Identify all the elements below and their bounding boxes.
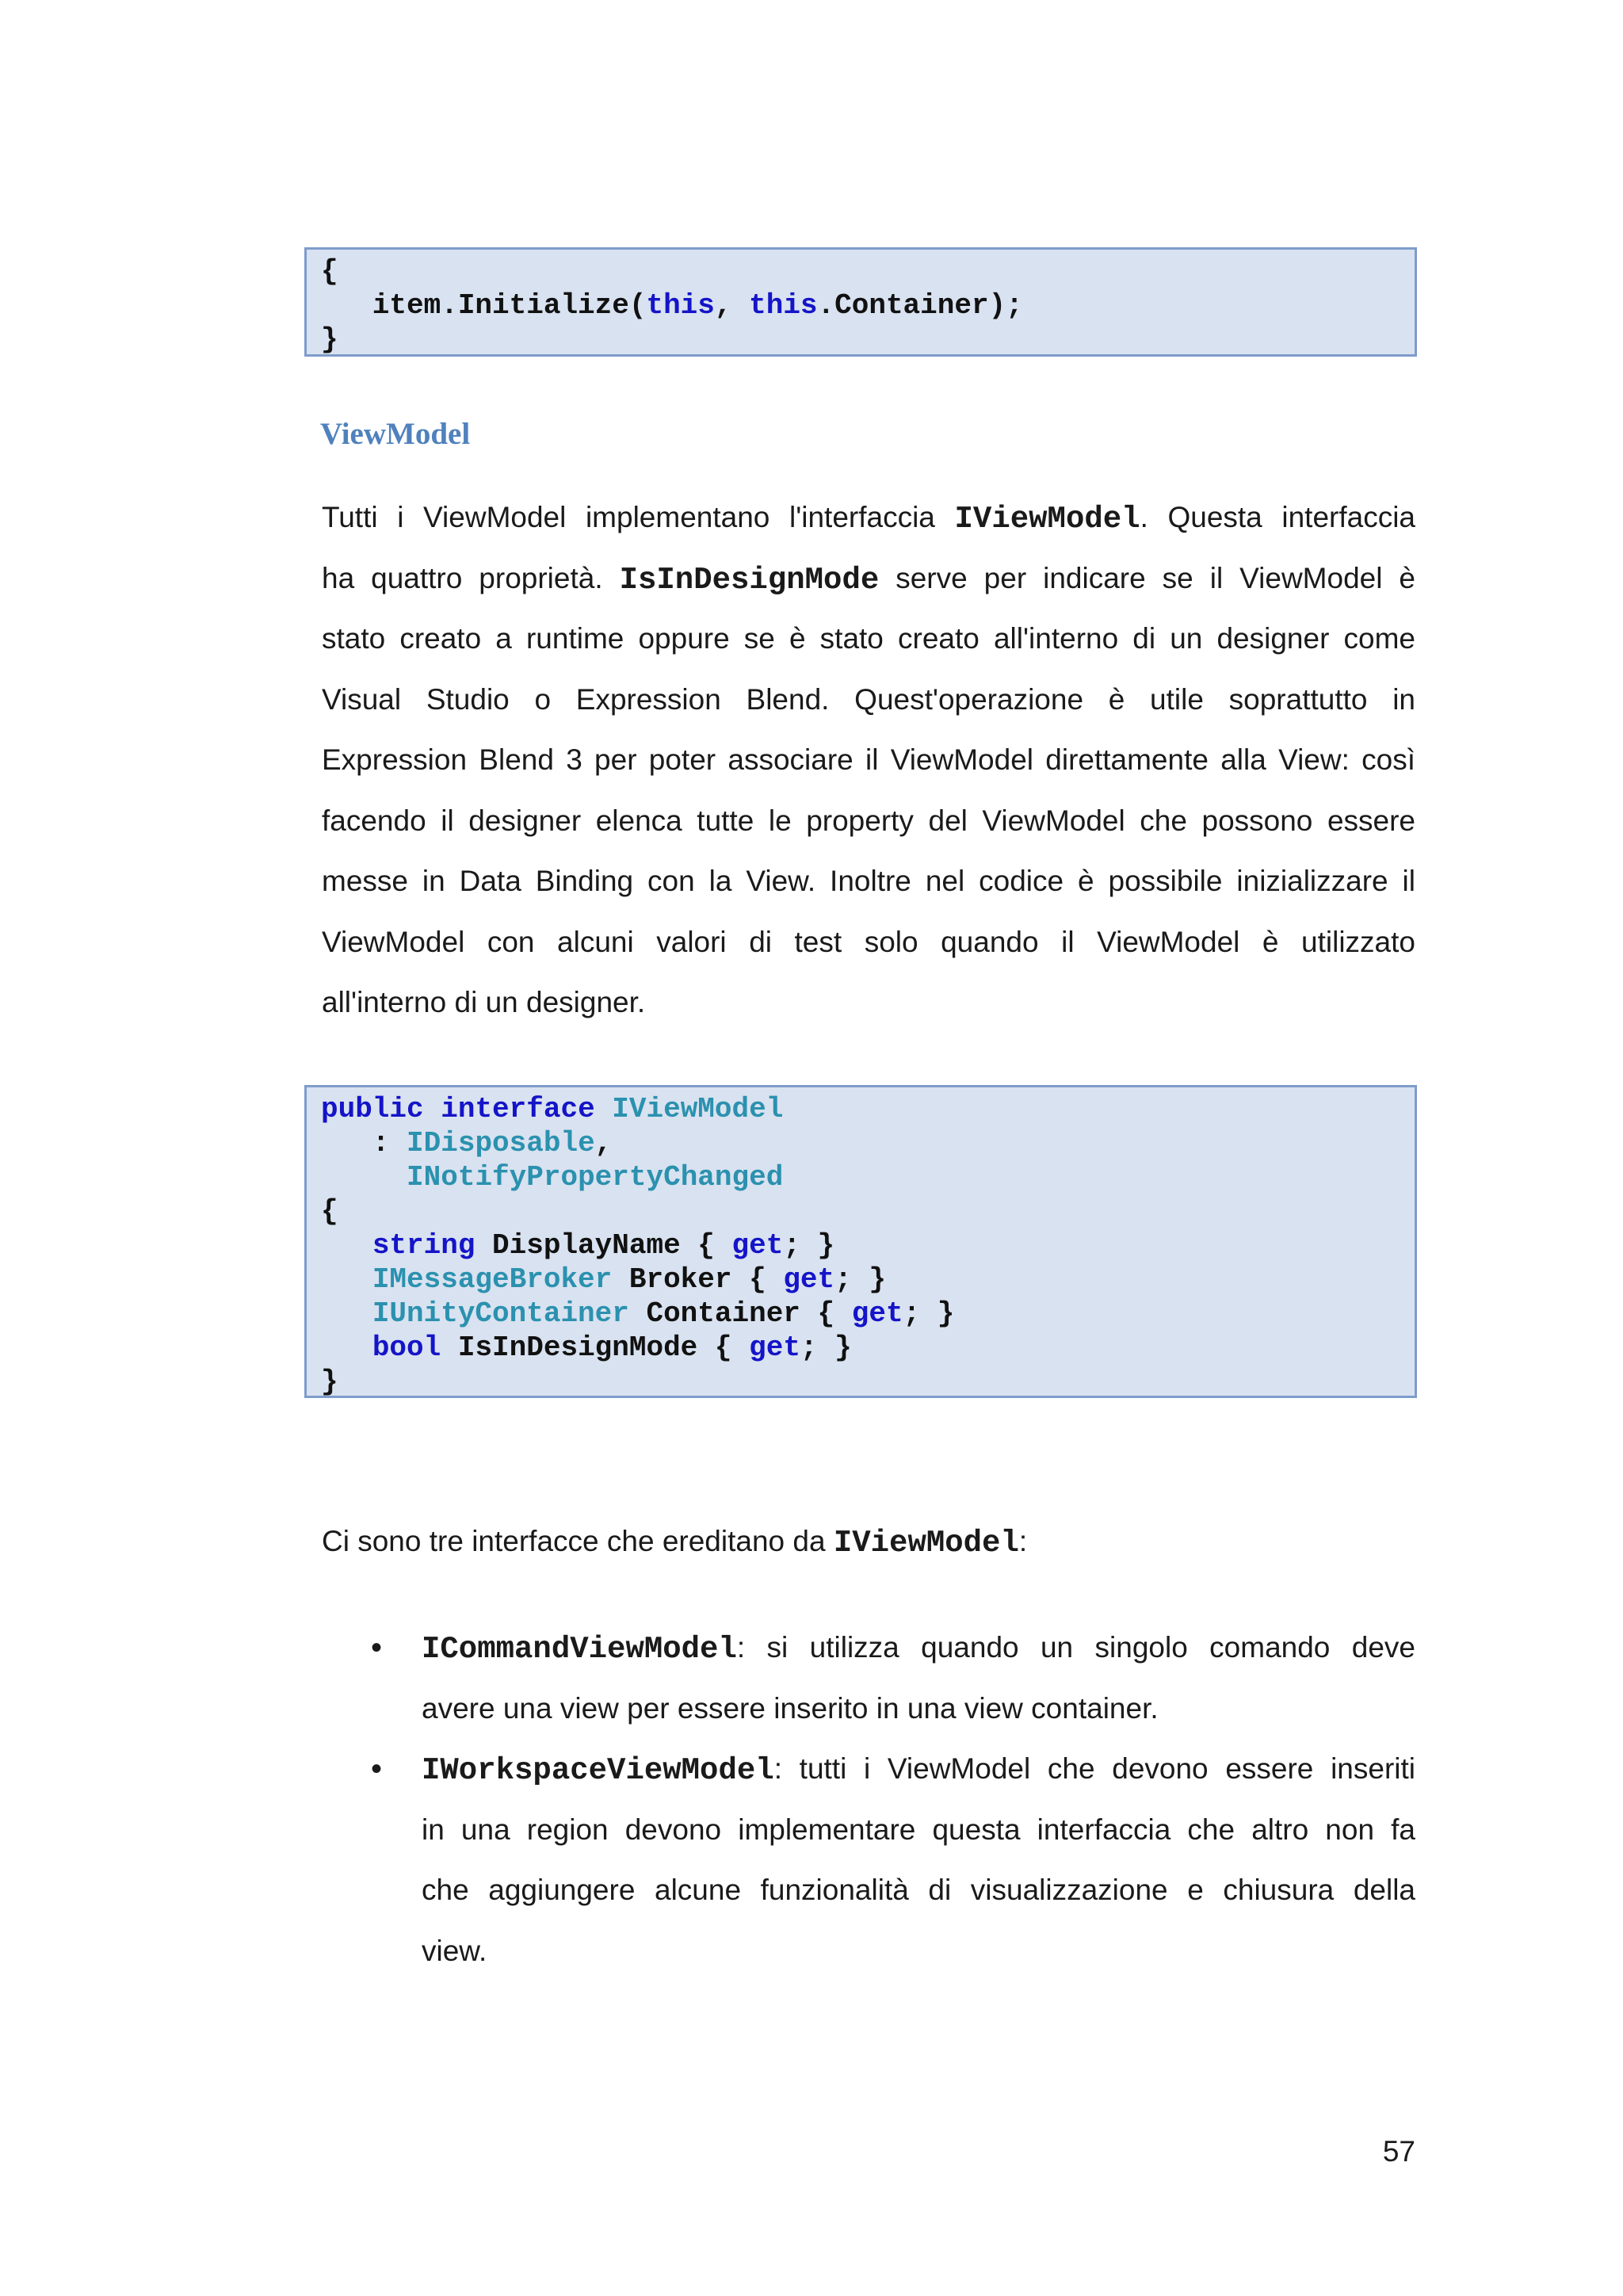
text-line — [322, 1522, 1415, 1583]
text-run: : tutti i ViewModel che devono essere inseriti — [773, 1752, 1415, 1785]
bullet-marker: • — [371, 1630, 383, 1665]
code-text — [321, 1161, 407, 1194]
text-run: view. — [422, 1934, 487, 1967]
code-text: item.Initialize( — [321, 289, 647, 322]
code-text: , — [594, 1127, 613, 1159]
code-text: ; } — [834, 1263, 886, 1296]
inline-code: ICommandViewModel — [422, 1632, 737, 1667]
code-line — [321, 1365, 1415, 1399]
code-text — [595, 1093, 613, 1125]
text-run: : — [1018, 1525, 1028, 1557]
text-line — [322, 498, 1415, 559]
code-keyword: bool — [372, 1331, 441, 1364]
bullet-item-icommandviewmodel — [422, 1628, 1415, 1749]
code-text: Broker { — [612, 1263, 784, 1296]
paragraph-derived-interfaces-intro — [322, 1522, 1415, 1583]
text-run: . Questa interfaccia — [1140, 501, 1415, 533]
code-text — [321, 1297, 372, 1330]
text-run: in una region devono implementare questa interfaccia che altro non fa — [422, 1813, 1415, 1846]
text-run: messe in Data Binding con la View. Inoltre nel codice è possibile inizializzare il — [322, 865, 1415, 897]
code-line — [321, 1297, 1415, 1331]
code-text — [424, 1093, 441, 1125]
paragraph-viewmodel-description — [322, 498, 1415, 1044]
text-run: Visual Studio o Expression Blend. Quest'operazione è utile soprattutto in — [322, 682, 1415, 716]
code-text: { — [321, 1195, 338, 1228]
text-line — [422, 1870, 1415, 1931]
code-type-name: IUnityContainer — [372, 1297, 629, 1330]
text-line — [322, 861, 1415, 923]
text-line — [322, 619, 1415, 680]
code-text: ; } — [800, 1331, 852, 1364]
code-text: ; } — [903, 1297, 955, 1330]
code-keyword: string — [372, 1229, 475, 1262]
code-block-initialize — [304, 247, 1417, 357]
bullet-marker: • — [371, 1752, 383, 1786]
text-line — [422, 1749, 1415, 1810]
text-run: facendo il designer elenca tutte le property del ViewModel che possono essere — [322, 804, 1415, 837]
section-heading-viewmodel: ViewModel — [320, 417, 471, 451]
bullet-item-iworkspaceviewmodel — [422, 1749, 1415, 1992]
code-text: ; } — [783, 1229, 835, 1262]
inline-code: IWorkspaceViewModel — [422, 1753, 774, 1788]
code-text — [321, 1263, 372, 1296]
text-run: : si utilizza quando un singolo comando deve — [736, 1631, 1415, 1664]
text-line — [322, 983, 1415, 1044]
text-run: Ci sono tre interfacce che ereditano da — [322, 1525, 834, 1557]
text-line — [322, 680, 1415, 741]
text-line — [422, 1931, 1415, 1992]
code-keyword: public — [321, 1093, 424, 1125]
page-number: 57 — [1382, 2135, 1415, 2168]
inline-code: IViewModel — [954, 502, 1140, 537]
text-line — [322, 923, 1415, 984]
code-line — [321, 1331, 1415, 1365]
text-line — [422, 1689, 1415, 1750]
text-run: Expression Blend 3 per poter associare il ViewModel direttamente alla View: così — [322, 743, 1415, 776]
code-text: DisplayName { — [475, 1229, 732, 1262]
inline-code: IsInDesignMode — [619, 562, 880, 598]
code-keyword: get — [783, 1263, 835, 1296]
code-line — [321, 323, 1415, 357]
text-run: che aggiungere alcune funzionalità di visualizzazione e chiusura della — [422, 1874, 1415, 1906]
text-run: ha quattro proprietà. — [322, 561, 620, 594]
code-line — [321, 1092, 1415, 1126]
code-text: IsInDesignMode { — [441, 1331, 750, 1364]
code-type-name: IViewModel — [612, 1093, 784, 1125]
code-keyword: get — [851, 1297, 903, 1330]
code-text — [321, 1331, 372, 1364]
text-run: Tutti i ViewModel implementano l'interfaccia — [322, 501, 955, 533]
code-type-name: INotifyPropertyChanged — [407, 1161, 784, 1194]
code-text: : — [321, 1127, 407, 1159]
code-keyword: interface — [441, 1093, 595, 1125]
code-type-name: IMessageBroker — [372, 1263, 613, 1296]
code-text: } — [321, 323, 338, 356]
code-line — [321, 1228, 1415, 1263]
code-type-name: IDisposable — [407, 1127, 595, 1159]
code-keyword: get — [749, 1331, 800, 1364]
text-line — [322, 801, 1415, 862]
code-keyword: this — [646, 289, 715, 322]
inline-code: IViewModel — [833, 1526, 1019, 1561]
code-text: { — [321, 255, 338, 288]
code-line — [321, 1126, 1415, 1160]
code-text: , — [714, 289, 750, 322]
code-line — [321, 254, 1415, 288]
text-run: avere una view per essere inserito in una view container. — [422, 1691, 1159, 1725]
code-text — [321, 1229, 372, 1262]
code-line — [321, 1194, 1415, 1228]
text-line — [322, 559, 1415, 620]
code-text: .Container); — [817, 289, 1023, 322]
text-line — [422, 1628, 1415, 1689]
code-line — [321, 1160, 1415, 1194]
text-run: serve per indicare se il ViewModel è — [879, 561, 1415, 594]
code-text: Container { — [628, 1297, 852, 1330]
code-text: } — [321, 1366, 338, 1398]
text-run: stato creato a runtime oppure se è stato creato all'interno di un designer come — [322, 622, 1415, 655]
code-line — [321, 1263, 1415, 1297]
text-run: all'interno di un designer. — [322, 986, 646, 1018]
text-run: ViewModel con alcuni valori di test solo quando il ViewModel è utilizzato — [322, 925, 1415, 958]
text-line — [322, 740, 1415, 801]
text-line — [422, 1810, 1415, 1871]
code-line — [321, 288, 1415, 323]
code-keyword: get — [731, 1229, 784, 1262]
code-keyword: this — [749, 289, 818, 322]
code-block-iviewmodel-interface — [304, 1085, 1417, 1398]
